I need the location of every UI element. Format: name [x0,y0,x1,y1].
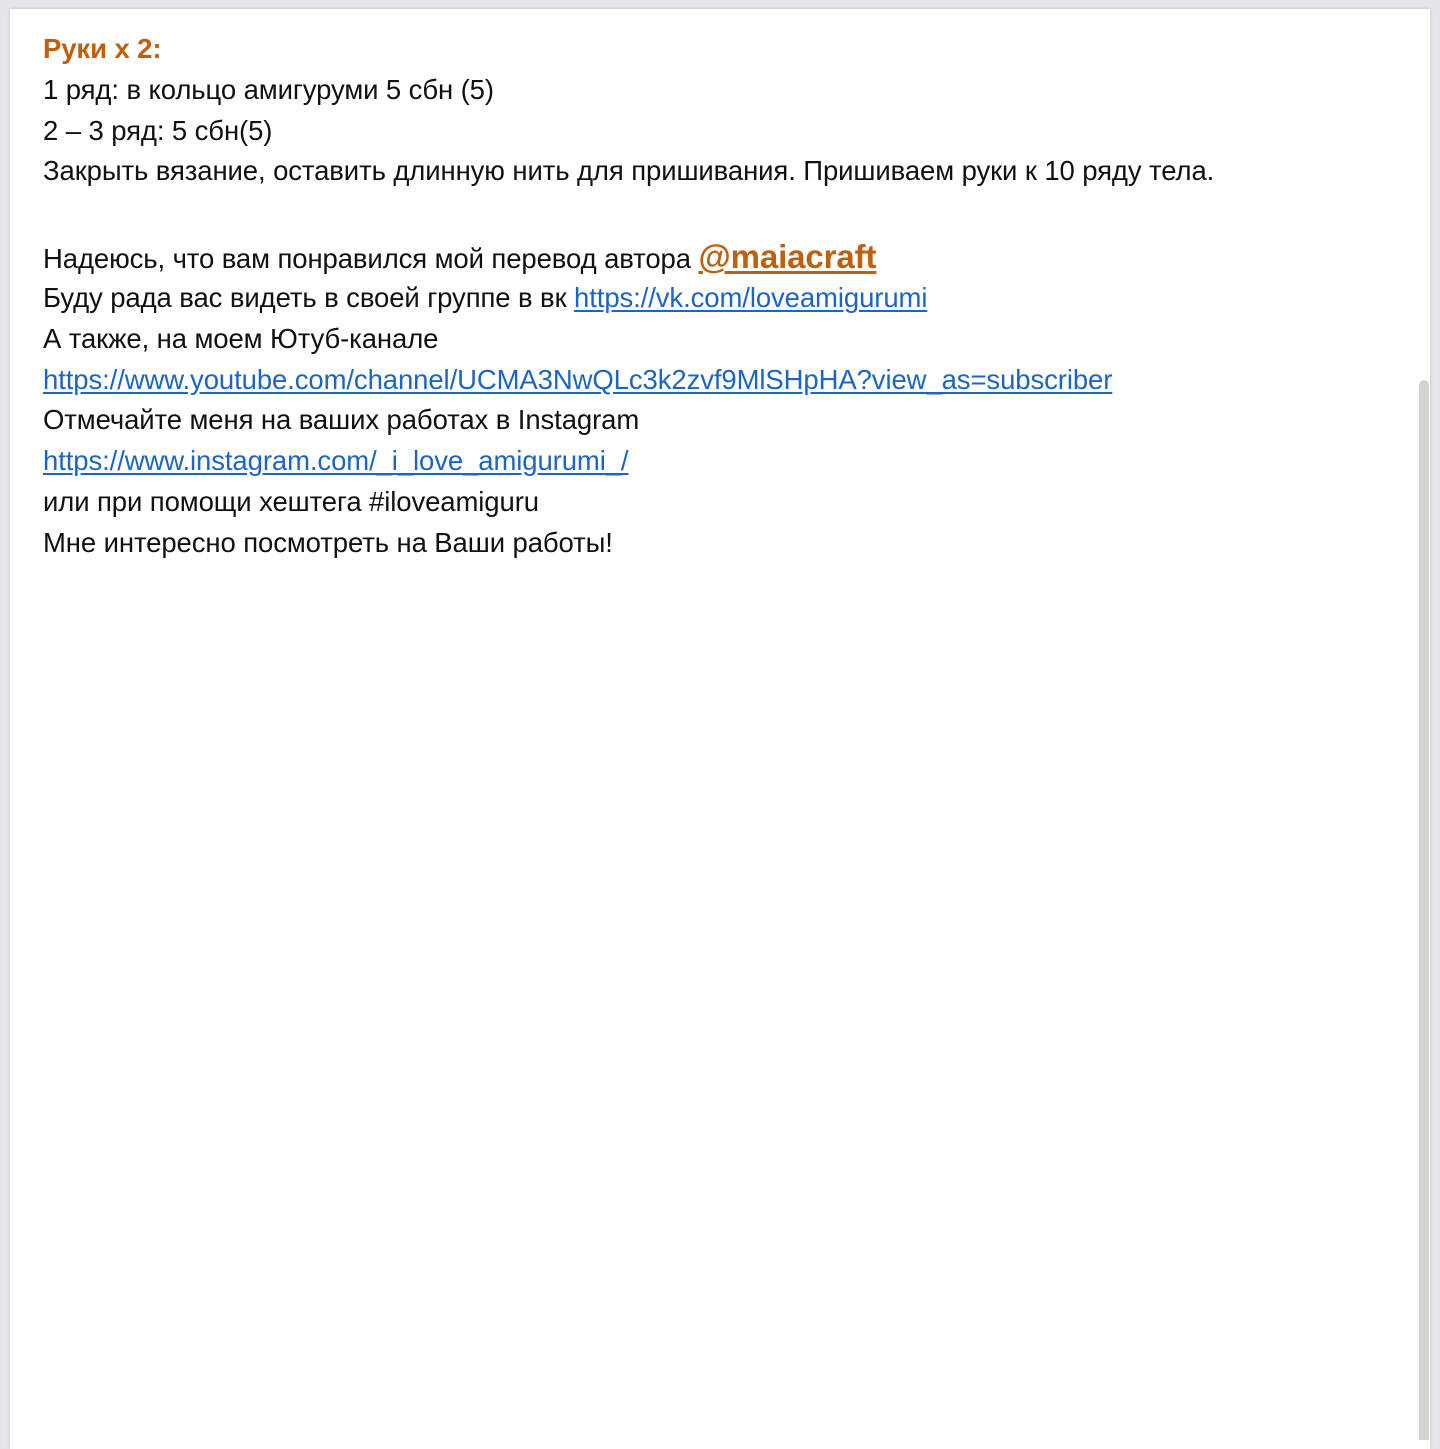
scrollbar-thumb[interactable] [1419,380,1429,1440]
row-1-instruction: 1 ряд: в кольцо амигуруми 5 сбн (5) [43,73,494,105]
document-page [10,9,1430,1449]
youtube-link[interactable]: https://www.youtube.com/channel/UCMA3NwQLc3k2zvf9MlSHpHA?view_as=subscriber [43,363,1113,395]
hashtag-text: или при помощи хештега #iloveamiguru [43,485,539,517]
vk-text: Буду рада вас видеть в своей группе в вк [43,281,575,313]
instagram-text: Отмечайте меня на ваших работах в Instagram [43,404,640,436]
youtube-text: А также, на моем Ютуб-канале [43,322,439,354]
paragraph-gap [43,192,1403,237]
section-heading: Руки х 2: [43,33,162,64]
closing-text: Мне интересно посмотреть на Ваши работы! [43,526,613,558]
author-handle-link[interactable]: @maiacraft [698,238,877,276]
instagram-line [43,441,1403,482]
row-2-3-instruction: 2 – 3 ряд: 5 сбн(5) [43,114,273,146]
thanks-line [43,237,1403,278]
youtube-line [43,360,1403,401]
finish-instruction: Закрыть вязание, оставить длинную нить для пришивания. Пришиваем руки к 10 ряду тела. [43,155,1215,187]
thanks-text: Надеюсь, что вам понравился мой перевод автора [43,243,699,275]
document-content [43,29,1403,564]
vk-link[interactable]: https://vk.com/loveamigurumi [574,281,928,313]
instagram-link[interactable]: https://www.instagram.com/_i_love_amigurumi_/ [43,445,629,477]
vk-line [43,278,1403,319]
